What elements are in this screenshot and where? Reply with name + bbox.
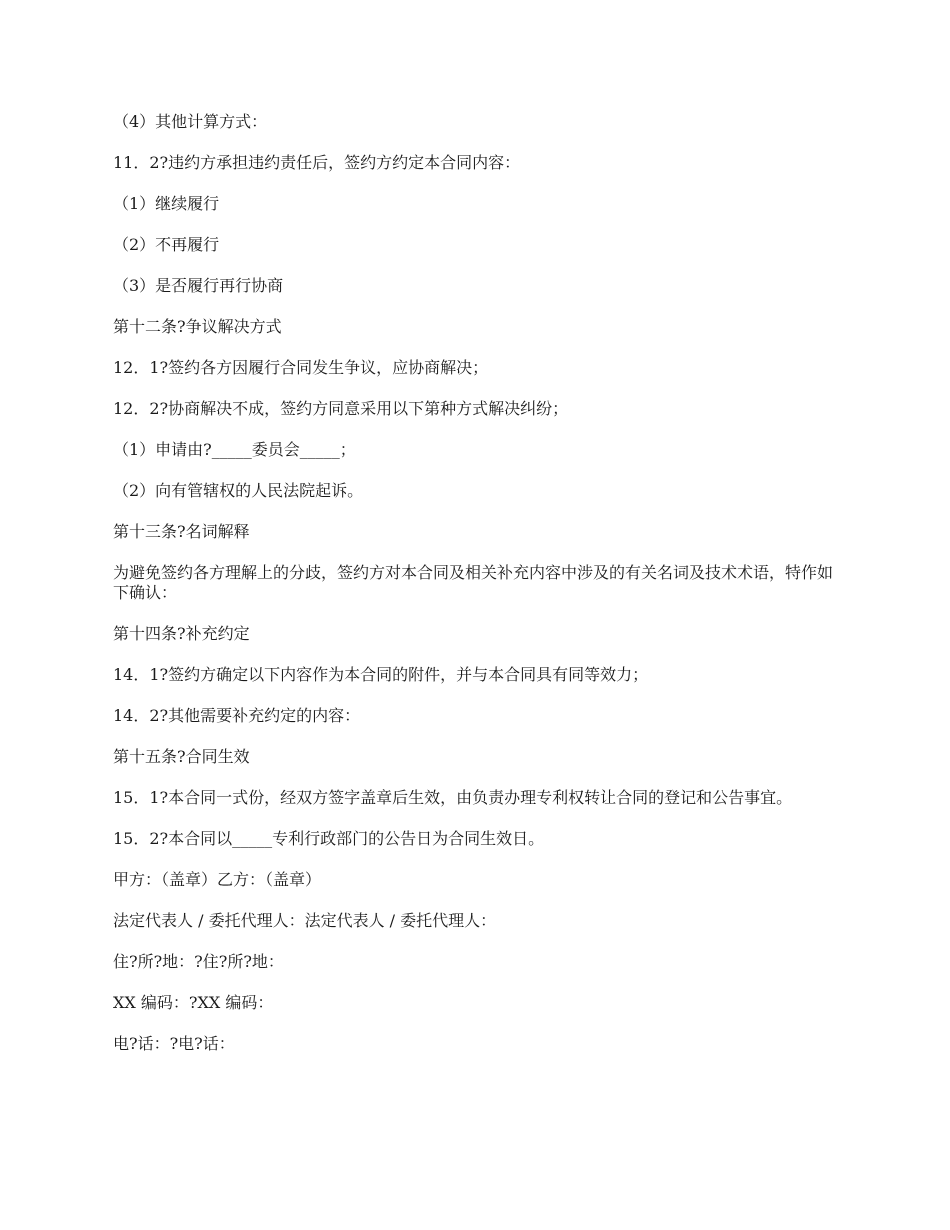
section-heading-14: 第十四条?补充约定 [113,624,250,643]
section-heading-13: 第十三条?名词解释 [113,522,250,541]
paragraph-other-calculation: （4）其他计算方式： [113,112,268,131]
paragraph-option-negotiate: （3）是否履行再行协商 [113,276,284,295]
paragraph-option-continue: （1）继续履行 [113,194,220,213]
paragraph-15-1: 15．1?本合同一式份，经双方签字盖章后生效，由负责办理专利权转让合同的登记和公告事宜。 [113,788,793,807]
paragraph-court: （2）向有管辖权的人民法院起诉。 [113,481,364,500]
document-page [113,112,840,1075]
signature-phone: 电?话：?电?话： [113,1034,235,1053]
paragraph-terms: 为避免签约各方理解上的分歧，签约方对本合同及相关补充内容中涉及的有关名词及技术术语，特作如下确认： [113,563,834,602]
paragraph-12-2: 12．2?协商解决不成，签约方同意采用以下第种方式解决纠纷； [113,399,569,418]
signature-postcode: XX 编码：?XX 编码： [113,993,274,1012]
signature-parties: 甲方：（盖章）乙方：（盖章） [113,870,322,889]
paragraph-arbitration: （1）申请由?_____委员会_____； [113,440,356,459]
paragraph-14-1: 14．1?签约方确定以下内容作为本合同的附件，并与本合同具有同等效力； [113,665,649,684]
paragraph-14-2: 14．2?其他需要补充约定的内容： [113,706,361,725]
signature-address: 住?所?地：?住?所?地： [113,952,284,971]
section-heading-15: 第十五条?合同生效 [113,747,250,766]
paragraph-12-1: 12．1?签约各方因履行合同发生争议，应协商解决； [113,358,489,377]
signature-representatives: 法定代表人 / 委托代理人：法定代表人 / 委托代理人： [113,911,497,930]
paragraph-11-2: 11．2?违约方承担违约责任后，签约方约定本合同内容： [113,153,521,172]
paragraph-option-stop: （2）不再履行 [113,235,220,254]
paragraph-15-2: 15．2?本合同以_____专利行政部门的公告日为合同生效日。 [113,829,545,848]
section-heading-12: 第十二条?争议解决方式 [113,317,282,336]
